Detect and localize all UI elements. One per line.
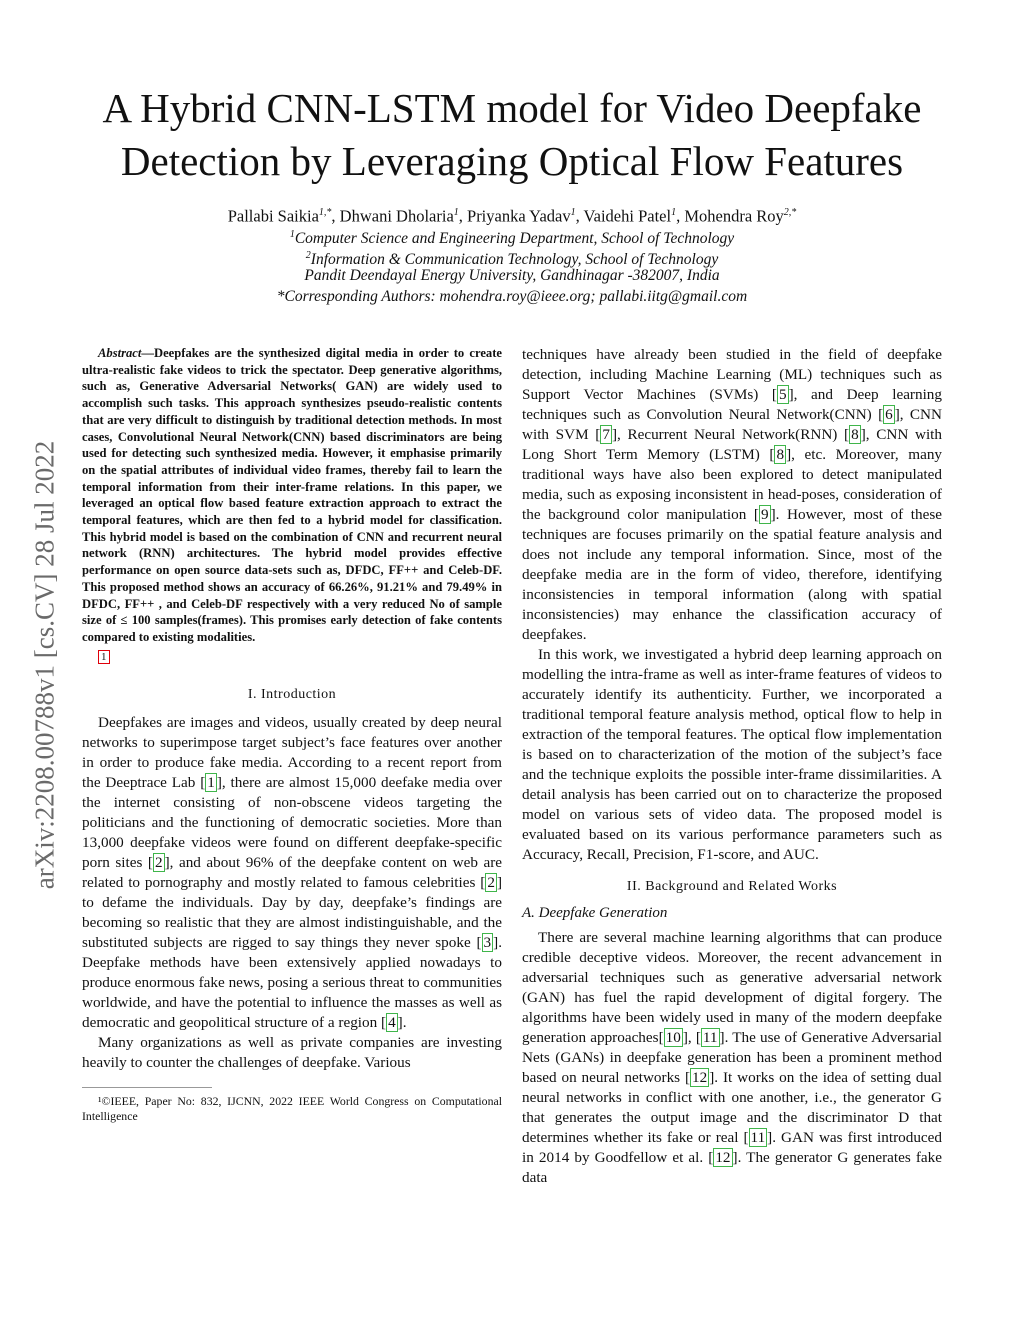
right-column [522,345,942,1188]
citation-link[interactable]: 4 [388,1013,396,1031]
citation-link[interactable]: 3 [483,933,492,951]
generation-paragraph: There are several machine learning algorithms that can produce credible deceptive videos. Moreover, the recent advancement in adversarial techniques such as generative adversarial network (GAN) has fuel the rapid development of digital forgery. The algorithms have been widely used in many of the modern deepfake generation approaches[ 10 ], [ 11 ]. The use of Generative Adversarial Nets (GANs) in deepfake generation has been a prominent method based on neural networks [ 12 ]. It works on the idea of setting dual neural networks in conflict with one another, i.e., the generator G that generates the output image and the discriminator D that determines whether its fake or real [ 11 ]. GAN was first introduced in 2014 by Goodfellow et al. [ 12 ]. The generator G generates fake data [522,929,942,1186]
abstract-label: Abstract [98,346,142,360]
author-name: Pallabi Saikia [227,206,319,226]
citation-link[interactable]: 12 [715,1149,731,1166]
abstract: Abstract—Deepfakes are the synthesized digital media in order to create ultra-realistic fake videos to trick the spectator. Deep generative algorithms, such as, Generative Adversarial Networks( GAN) are widely used to accomplish such tasks. This approach synthesizes pseudo-realistic contents that are very difficult to distinguish by traditional detection methods. In most cases, Convolutional Neural Network(CNN) based discriminators are being used for detecting such synthesized media. However, it emphasise primarily on the spatial attributes of individual video frames, thereby fail to learn the temporal information from their inter-frame relations. In this paper, we leveraged an optical flow based feature extraction approach to extract the temporal features, which are then fed to a hybrid model for classification. This hybrid model is based on the combination of CNN and recurrent neural network (RNN) architectures. The hybrid model provides effective performance on open source data-sets such as, DFDC, FF++ and Celeb-DF. This proposed method shows an accuracy of 66.26%, 91.21% and 79.49% in DFDC, FF++ , and Celeb-DF respectively with a very reduced No of sample size of ≤ 100 samples(frames). This promises early detection of fake contents compared to existing modalities. [82,346,502,644]
citation-link[interactable]: 2 [154,853,163,871]
citation-link[interactable]: 10 [665,1029,681,1046]
affiliation-1: $^1$Computer Science and Engineering Department, School of Technology [289,229,735,248]
section-heading-background: II. Background and Related Works [626,879,838,894]
citation-link[interactable]: 11 [702,1029,718,1046]
subsection-heading-deepfake-generation: A. Deepfake Generation [522,905,668,921]
corresponding-authors: *Corresponding Authors: mohendra.roy@ieee.org; pallabi.iitg@gmail.com [276,287,748,305]
author-list: Pallabi Saikia$^{1,*}$, Dhwani Dholaria$^1$, Priyanka Yadav$^1$, Vaidehi Patel$^1$, Mohendra Roy$^{2,*}$ [227,206,797,226]
affiliation-3: Pandit Deendayal Energy University, Gandhinagar -382007, India [304,267,720,284]
citation-link[interactable]: 2 [487,873,495,891]
author-name: Vaidehi Patel [583,206,672,226]
left-column [82,345,502,1124]
section-heading-introduction: I. Introduction [247,686,337,702]
citation-link[interactable]: 1 [207,773,215,791]
citation-link[interactable]: 8 [851,426,859,443]
author-name: Dhwani Dholaria [339,206,454,226]
related-paragraph-2: In this work, we investigated a hybrid deep learning approach on modelling the intra-frame as well as inter-frame features of videos to accurately identify its authenticity. Further, we incorporated a traditional temporal feature analysis method, optical flow to help in extraction of the temporal features. The optical flow implementation is based on to characterization of the motion of the subject’s face and the technique exploits the possible inter-frame dissimilarities. A detail analysis has been carried out on to characterize the proposed model on various sets of video data. The proposed model is evaluated based on its various performance parameters such as Accuracy, Recall, Precision, F1-score, and AUC. [522,646,942,863]
arxiv-sidebar [22,365,68,965]
footnote-divider [82,1087,212,1088]
citation-link[interactable]: 6 [885,406,893,423]
title-line-1: A Hybrid CNN-LSTM model for Video Deepfake [102,85,922,131]
intro-paragraph-1: Deepfakes are images and videos, usually created by deep neural networks to superimpose target subject’s face features over another in order to produce fake media. According to a recent report from the Deeptrace Lab [ 1 ], there are almost 15,000 deefake media over the internet consisting of non-obscene videos targeting the politicians and the functioning of democratic societies. More than 13,000 deepfake videos were found on different deepfake-specific porn sites [ 2 ], and about 96% of the deepfake content on web are related to pornography and mostly related to famous celebrities [ 2 ] to defame the individuals. Day by day, deepfake’s findings are becoming so realistic that they are almost indistinguishable, and the substituted subjects are rigged to say things they never spoke [ 3 ]. Deepfake methods have been extensively applied nowadays to produce enormous fake news, posing a serious threat to communities worldwide, and have the potential to influence the masses as well as democratic and geopolitical structure of a region [ 4 ]. [82,713,502,1031]
intro-paragraph-2: Many organizations as well as private companies are investing heavily to counter the challenges of deepfake. Various [82,1033,502,1071]
citation-link[interactable]: 8 [776,446,785,463]
author-affiliation-mark: 1 [671,207,677,218]
title-line-2: Detection by Leveraging Optical Flow Features [120,138,904,184]
author-name: Mohendra Roy [684,206,784,226]
related-paragraph-1: techniques have already been studied in the field of deepfake detection, including Machine Learning (ML) techniques such as Support Vector Machines (SVMs) [ 5 ], and Deep learning techniques such as Convolution Neural Network(CNN) [ 6 ], CNN with SVM [ 7 ], Recurrent Neural Network(RNN) [ 8 ], CNN with Long Short Term Memory (LSTM) [ 8 ], etc. Moreover, many traditional ways have also been explored to detect manipulated media, such as exposing inconsistent in head-poses, consideration of the background color manipulation [ 9 ]. However, most of these techniques are focuses primarily on the spatial feature analysis and does not include any temporal information. Since, most of the deepfake media are in the form of video, therefore, identifying inconsistencies in temporal information (along with spatial inconsistencies) may enhance the classification accuracy of deepfakes. [522,346,943,643]
author-affiliation-mark: 1 [570,207,576,218]
author-affiliation-mark: 1,* [318,207,332,218]
citation-link[interactable]: 12 [692,1069,708,1086]
footnote: ¹©IEEE, Paper No: 832, IJCNN, 2022 IEEE World Congress on Computational Intelligence [82,1093,502,1123]
citation-link[interactable]: 9 [760,506,769,523]
citation-link[interactable]: 5 [778,386,787,403]
affiliation-2: $^2$Information & Communication Technology, School of Technology [305,249,719,268]
author-affiliation-mark: 2,* [783,207,797,218]
arxiv-identifier[interactable]: arXiv:2208.00788v1 [cs.CV] 28 Jul 2022 [29,440,60,890]
author-name: Priyanka Yadav [467,206,571,226]
citation-link[interactable]: 11 [750,1129,766,1146]
paper-title [60,82,964,188]
citation-link[interactable]: 7 [602,426,610,443]
author-affiliation-mark: 1 [453,207,459,218]
abstract-text: Deepfakes are the synthesized digital media in order to create ultra-realistic fake videos to trick the spectator. Deep generative algorithms, such as, Generative Adversarial Networks( GAN) are widely used to accomplish such tasks. This approach synthesizes pseudo-realistic contents that are very difficult to distinguish by traditional detection methods. In most cases, Convolutional Neural Network(CNN) based discriminators are being used for detecting such synthesized media. However, it emphasise primarily on the spatial attributes of individual video frames, thereby fail to learn the temporal information from their inter-frame relations. In this paper, we leveraged an optical flow based feature extraction approach to extract the temporal features, which are then fed to a hybrid model for classification. This hybrid model is based on the combination of CNN and recurrent neural network (RNN) architectures. The hybrid model provides effective performance on open source data-sets such as, DFDC, FF++ and Celeb-DF. This proposed method shows an accuracy of 66.26%, 91.21% and 79.49% in DFDC, FF++ , and Celeb-DF respectively with a very reduced No of sample size of ≤ 100 samples(frames). This promises early detection of fake contents compared to existing modalities. [82,346,502,644]
footnote-link[interactable]: 1 [98,650,110,664]
